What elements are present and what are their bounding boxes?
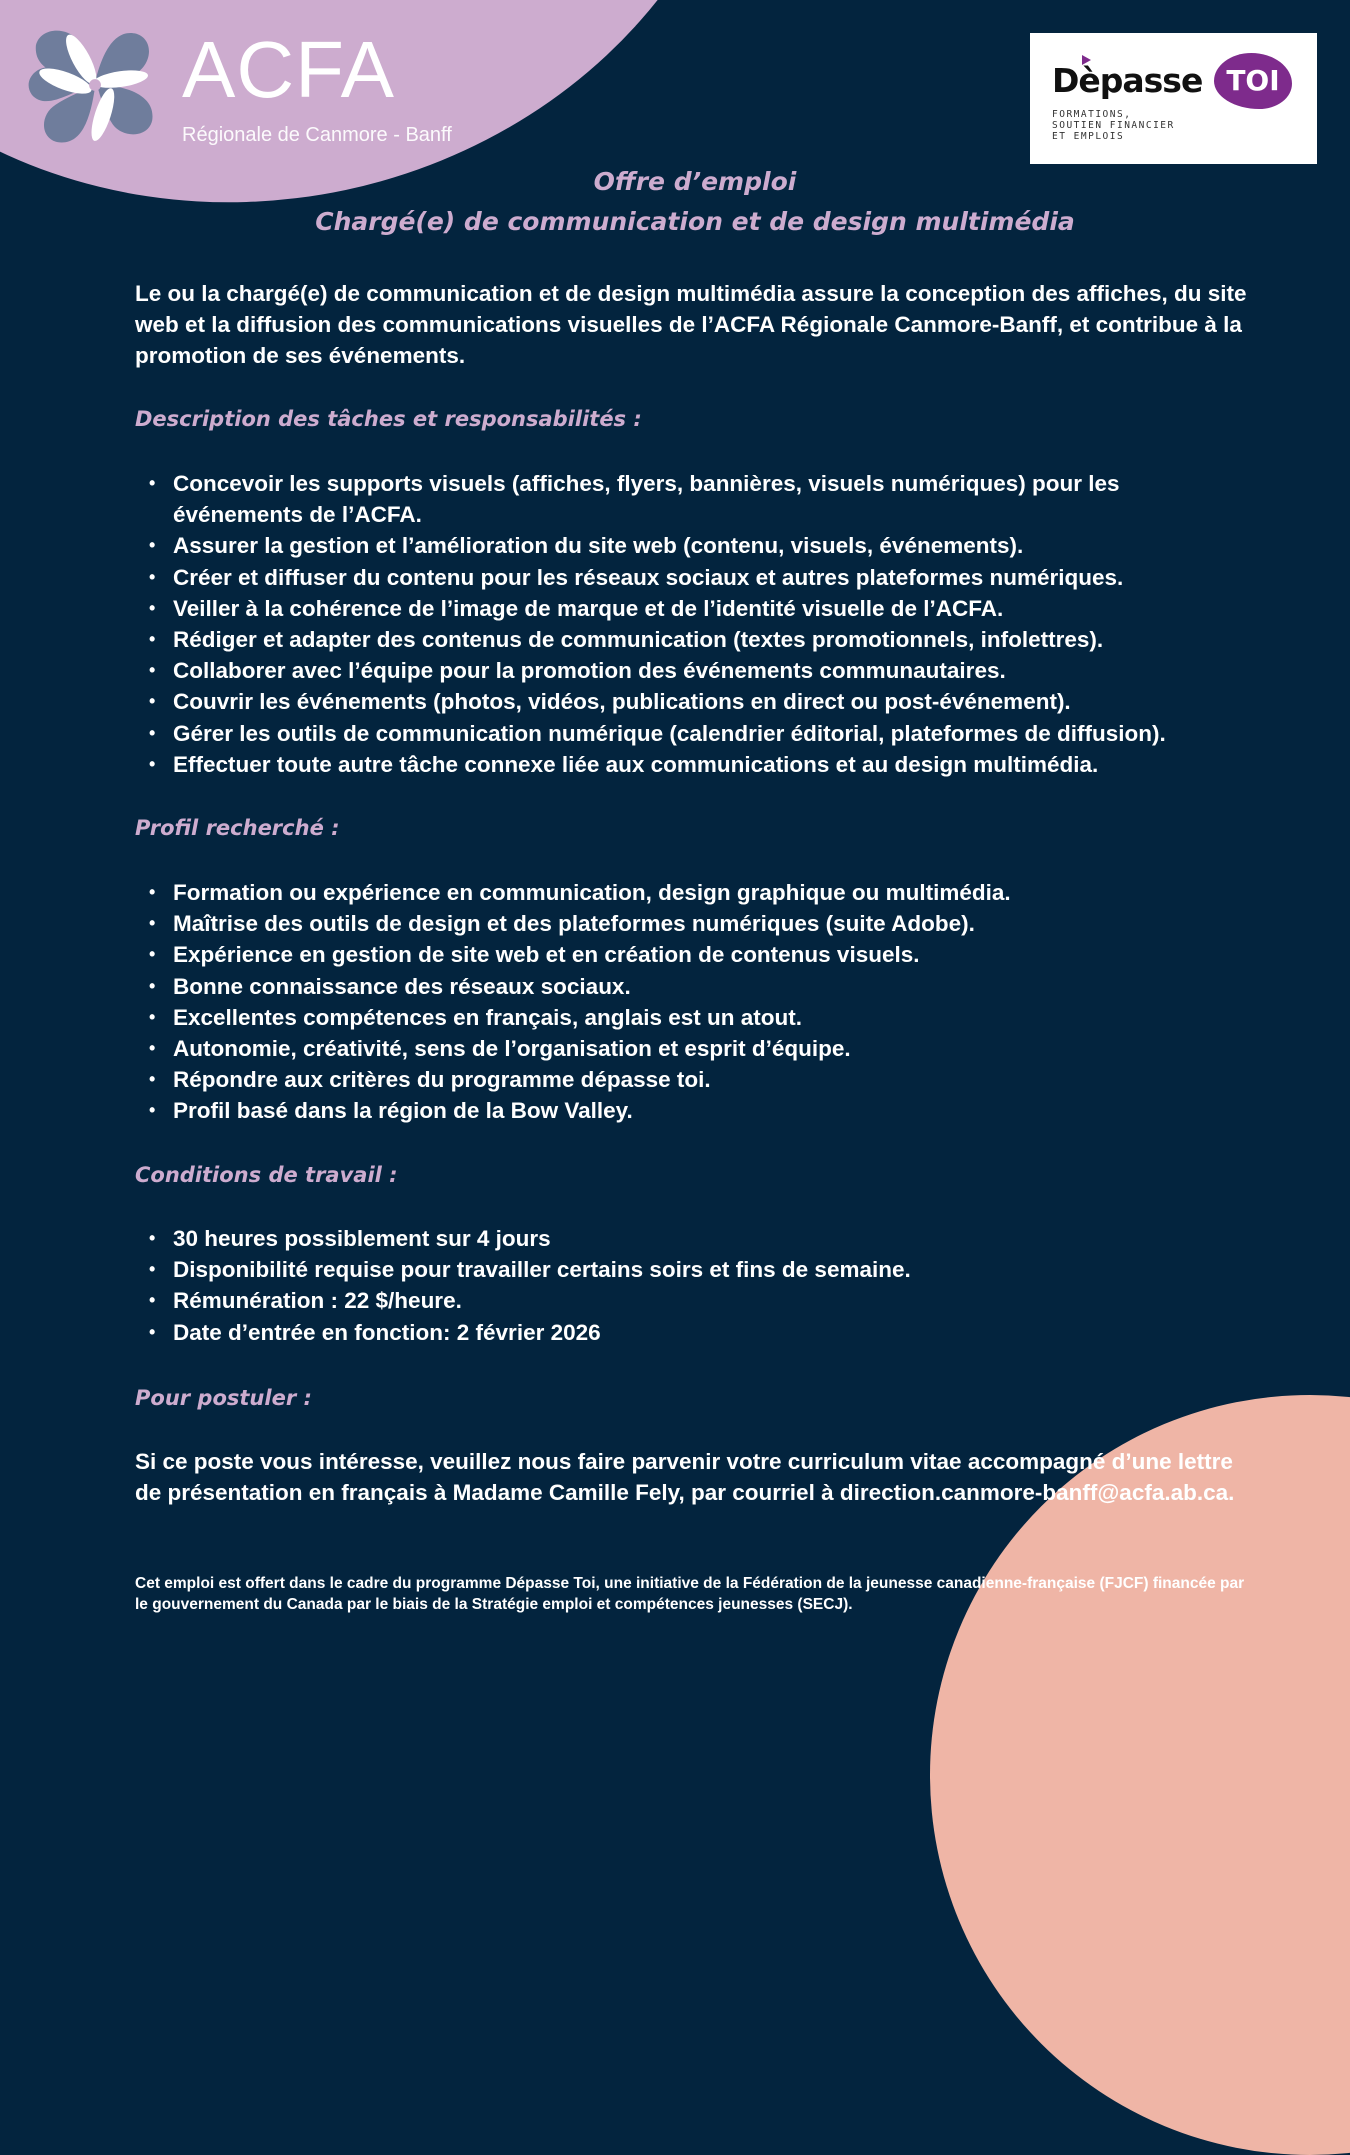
conditions-list [135, 1223, 1293, 1348]
tagline-line: FORMATIONS, [1052, 109, 1132, 120]
list-item: • Excellentes compétences en français, anglais est un atout. [173, 1002, 1293, 1033]
list-item: • Expérience en gestion de site web et en création de contenus visuels. [173, 939, 1293, 970]
toi-badge: TOI [1214, 53, 1292, 109]
section-heading-tasks: Description des tâches et responsabilités : [135, 407, 642, 431]
list-item: • Veiller à la cohérence de l’image de marque et de l’identité visuelle de l’ACFA. [173, 593, 1293, 624]
list-item: • Créer et diffuser du contenu pour les réseaux sociaux et autres plateformes numériques. [173, 562, 1293, 593]
depasse-toi-logo [1030, 33, 1317, 164]
apply-paragraph: Si ce poste vous intéresse, veuillez nous faire parvenir votre curriculum vitae accompagné d’une lettre de présentation en français à Madame Camille Fely, par courriel à direction.canmore-banff@acfa.ab.ca. [135, 1449, 1235, 1505]
acfa-logo [26, 16, 452, 154]
list-item: • Rémunération : 22 $/heure. [173, 1285, 1293, 1316]
acfa-logo-subtitle: Régionale de Canmore - Banff [182, 124, 452, 146]
list-item: • Gérer les outils de communication numérique (calendrier éditorial, plateformes de diffusion). [173, 718, 1293, 749]
list-item: • Effectuer toute autre tâche connexe liée aux communications et au design multimédia. [173, 749, 1293, 780]
depasse-logo-word: Dèpasse [1052, 61, 1203, 100]
list-item: • Couvrir les événements (photos, vidéos, publications en direct ou post-événement). [173, 686, 1293, 717]
list-item: • Répondre aux critères du programme dépasse toi. [173, 1064, 1293, 1095]
list-item: • Profil basé dans la région de la Bow Valley. [173, 1095, 1293, 1126]
profile-list [135, 877, 1293, 1127]
section-heading-profile: Profil recherché : [135, 816, 340, 840]
footnote: Cet emploi est offert dans le cadre du programme Dépasse Toi, une initiative de la Fédération de la jeunesse canadienne-française (FJCF) financée par le gouvernement du Canada par le biais de la Stratégie emploi et compétences jeunesses (SECJ). [135, 1575, 1245, 1613]
list-item: • Disponibilité requise pour travailler certains soirs et fins de semaine. [173, 1254, 1293, 1285]
page-title [135, 162, 1255, 242]
list-item: • Formation ou expérience en communication, design graphique ou multimédia. [173, 877, 1293, 908]
depasse-logo-tagline [1052, 109, 1252, 142]
list-item: • 30 heures possiblement sur 4 jours [173, 1223, 1293, 1254]
list-item: • Concevoir les supports visuels (affiches, flyers, bannières, visuels numériques) pour les événements de l’ACFA. [173, 468, 1293, 530]
section-heading-conditions: Conditions de travail : [135, 1163, 398, 1187]
list-item: • Autonomie, créativité, sens de l’organisation et esprit d’équipe. [173, 1033, 1293, 1064]
list-item: • Assurer la gestion et l’amélioration du site web (contenu, visuels, événements). [173, 530, 1293, 561]
title-line-1: Offre d’emploi [593, 167, 797, 196]
acfa-logo-title: ACFA [182, 25, 395, 114]
section-heading-apply: Pour postuler : [135, 1386, 312, 1410]
tasks-list [135, 468, 1293, 780]
list-item: • Rédiger et adapter des contenus de communication (textes promotionnels, infolettres). [173, 624, 1293, 655]
list-item: • Bonne connaissance des réseaux sociaux. [173, 971, 1293, 1002]
list-item: • Collaborer avec l’équipe pour la promotion des événements communautaires. [173, 655, 1293, 686]
tagline-line: SOUTIEN FINANCIER [1052, 120, 1175, 131]
list-item: • Maîtrise des outils de design et des plateformes numériques (suite Adobe). [173, 908, 1293, 939]
tagline-line: ET EMPLOIS [1052, 131, 1125, 142]
list-item: • Date d’entrée en fonction: 2 février 2026 [173, 1317, 1293, 1348]
flower-icon [26, 16, 164, 154]
title-line-2: Chargé(e) de communication et de design multimédia [315, 207, 1075, 236]
decorative-peach-shape [930, 1395, 1350, 2155]
intro-paragraph: Le ou la chargé(e) de communication et de design multimédia assure la conception des affiches, du site web et la diffusion des communications visuelles de l’ACFA Régionale Canmore-Banff, et contribue à la promotion de ses événements. [135, 281, 1247, 368]
